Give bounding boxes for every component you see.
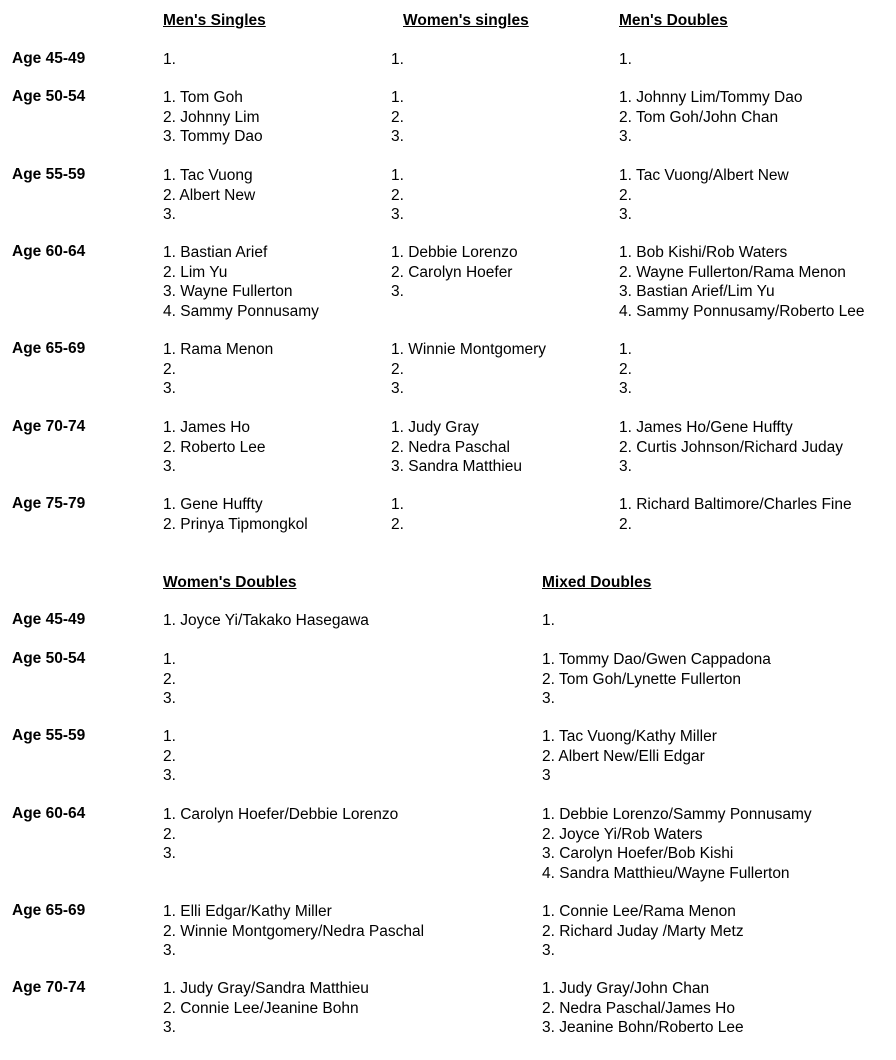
placement-entry: 2. Johnny Lim	[163, 108, 260, 126]
placement-entry: 2.	[391, 108, 404, 126]
placement-entry: 2. Tom Goh/John Chan	[619, 108, 779, 126]
placement-entry: 1. Judy Gray/John Chan	[542, 980, 710, 997]
column-header-men-s-singles: Men's Singles	[163, 12, 266, 29]
age-group-label: Age 60-64	[12, 805, 86, 822]
placement-list	[163, 50, 176, 70]
placement-list	[542, 650, 771, 709]
placement-entry: 1. Tac Vuong/Kathy Miller	[542, 728, 717, 745]
placement-entry: 3.	[163, 942, 176, 959]
placement-entry: 3.	[391, 128, 404, 145]
placement-entry: 1. Elli Edgar/Kathy Miller	[163, 903, 332, 920]
placement-entry: 1. Winnie Montgomery	[391, 341, 547, 358]
placement-list	[163, 727, 176, 786]
placement-entry: 3.	[542, 942, 555, 959]
placement-entry: 2.	[163, 747, 176, 765]
placement-entry: 4. Sammy Ponnusamy/Roberto Lee	[619, 302, 865, 320]
placement-entry: 1.	[163, 728, 176, 745]
placement-list	[163, 166, 255, 225]
placement-list	[163, 611, 369, 631]
placement-entry: 3.	[163, 845, 176, 862]
placement-list	[542, 979, 744, 1038]
placement-list	[619, 166, 789, 225]
placement-entry: 3.	[619, 206, 632, 223]
placement-entry: 3.	[619, 380, 632, 397]
placement-entry: 3. Jeanine Bohn/Roberto Lee	[542, 1019, 744, 1036]
placement-list	[542, 611, 555, 631]
age-group-label: Age 45-49	[12, 611, 86, 628]
placement-list	[619, 50, 632, 70]
placement-entry: 1. Carolyn Hoefer/Debbie Lorenzo	[163, 806, 399, 823]
placement-entry: 1.	[619, 51, 632, 68]
placement-entry: 2. Prinya Tipmongkol	[163, 515, 308, 533]
placement-entry: 1. James Ho	[163, 419, 251, 436]
placement-entry: 3. Wayne Fullerton	[163, 283, 293, 300]
placement-entry: 1.	[391, 167, 404, 184]
placement-entry: 1.	[619, 341, 632, 358]
placement-entry: 1. Bastian Arief	[163, 244, 268, 261]
age-group-label: Age 65-69	[12, 340, 86, 357]
placement-entry: 2.	[391, 360, 404, 378]
placement-entry: 1. Bob Kishi/Rob Waters	[619, 244, 788, 261]
placement-entry: 1.	[163, 51, 176, 68]
placement-list	[163, 340, 273, 399]
placement-entry: 2. Nedra Paschal	[391, 438, 510, 456]
placement-entry: 1. Tommy Dao/Gwen Cappadona	[542, 651, 771, 668]
placement-list	[619, 243, 865, 321]
column-header-men-s-doubles: Men's Doubles	[619, 12, 728, 29]
placement-entry: 2.	[391, 515, 404, 533]
column-header-women-s-doubles: Women's Doubles	[163, 574, 297, 591]
placement-entry: 3. Bastian Arief/Lim Yu	[619, 283, 775, 300]
placement-list	[163, 418, 266, 477]
placement-entry: 1.	[391, 89, 404, 106]
placement-entry: 2. Curtis Johnson/Richard Juday	[619, 438, 844, 456]
placement-entry: 2. Roberto Lee	[163, 438, 266, 456]
placement-entry: 2. Wayne Fullerton/Rama Menon	[619, 263, 846, 281]
age-group-label: Age 60-64	[12, 243, 86, 260]
placement-entry: 3.	[163, 458, 176, 475]
placement-list	[619, 88, 803, 147]
placement-entry: 3. Tommy Dao	[163, 128, 263, 145]
placement-entry: 1. Johnny Lim/Tommy Dao	[619, 89, 803, 106]
placement-entry: 3.	[391, 380, 404, 397]
column-header-women-s-singles: Women's singles	[403, 12, 529, 29]
placement-list	[163, 495, 308, 534]
age-group-label: Age 50-54	[12, 88, 86, 105]
placement-entry: 1. James Ho/Gene Huffty	[619, 419, 793, 436]
placement-list	[619, 495, 852, 534]
placement-list	[619, 340, 632, 399]
age-group-label: Age 70-74	[12, 979, 86, 996]
placement-entry: 3. Sandra Matthieu	[391, 458, 522, 475]
placement-entry: 1. Judy Gray	[391, 419, 479, 436]
placement-list	[391, 495, 404, 534]
placement-entry: 1.	[391, 51, 404, 68]
age-group-label: Age 65-69	[12, 902, 86, 919]
placement-entry: 2. Albert New	[163, 186, 256, 204]
placement-entry: 3.	[163, 1019, 176, 1036]
placement-entry: 2.	[619, 360, 632, 378]
placement-list	[391, 166, 404, 225]
placement-entry: 1. Rama Menon	[163, 341, 274, 358]
placement-entry: 1. Richard Baltimore/Charles Fine	[619, 496, 852, 513]
placement-entry: 3.	[391, 206, 404, 223]
placement-list	[391, 418, 522, 477]
age-group-label: Age 55-59	[12, 166, 86, 183]
placement-list	[391, 340, 546, 399]
placement-entry: 2.	[163, 670, 176, 688]
age-group-label: Age 70-74	[12, 418, 86, 435]
placement-list	[542, 902, 744, 961]
placement-entry: 3. Carolyn Hoefer/Bob Kishi	[542, 845, 734, 862]
placement-entry: 3.	[163, 690, 176, 707]
placement-entry: 2. Connie Lee/Jeanine Bohn	[163, 999, 359, 1017]
placement-list	[391, 88, 404, 147]
placement-entry: 2. Richard Juday /Marty Metz	[542, 922, 744, 940]
age-group-label: Age 55-59	[12, 727, 86, 744]
placement-entry: 3.	[391, 283, 404, 300]
placement-list	[619, 418, 843, 477]
placement-entry: 2. Lim Yu	[163, 263, 228, 281]
placement-entry: 3.	[163, 380, 176, 397]
placement-entry: 2.	[391, 186, 404, 204]
placement-list	[163, 650, 176, 709]
placement-entry: 1. Debbie Lorenzo/Sammy Ponnusamy	[542, 806, 812, 823]
placement-entry: 3.	[163, 206, 176, 223]
placement-entry: 2. Winnie Montgomery/Nedra Paschal	[163, 922, 425, 940]
placement-list	[391, 243, 518, 302]
placement-entry: 1. Tac Vuong	[163, 167, 253, 184]
placement-entry: 2.	[619, 515, 632, 533]
placement-list	[542, 727, 717, 786]
placement-entry: 3.	[619, 458, 632, 475]
placement-entry: 3.	[163, 767, 176, 784]
placement-entry: 1.	[391, 496, 404, 513]
placement-entry: 1. Debbie Lorenzo	[391, 244, 518, 261]
placement-list	[163, 88, 263, 147]
placement-entry: 3.	[619, 128, 632, 145]
placement-entry: 1.	[163, 651, 176, 668]
placement-entry: 1. Joyce Yi/Takako Hasegawa	[163, 612, 369, 629]
placement-list	[163, 805, 398, 864]
placement-entry: 1. Judy Gray/Sandra Matthieu	[163, 980, 369, 997]
placement-list	[163, 243, 319, 321]
placement-entry: 1. Tac Vuong/Albert New	[619, 167, 789, 184]
placement-entry: 2.	[163, 360, 176, 378]
column-header-mixed-doubles: Mixed Doubles	[542, 574, 652, 591]
placement-entry: 4. Sandra Matthieu/Wayne Fullerton	[542, 864, 790, 882]
placement-list	[542, 805, 812, 883]
placement-list	[163, 902, 424, 961]
placement-entry: 3	[542, 767, 551, 784]
placement-entry: 2.	[163, 825, 176, 843]
placement-entry: 1. Tom Goh	[163, 89, 243, 106]
placement-entry: 2.	[619, 186, 632, 204]
placement-list	[163, 979, 369, 1038]
placement-entry: 2. Nedra Paschal/James Ho	[542, 999, 735, 1017]
placement-entry: 2. Carolyn Hoefer	[391, 263, 513, 281]
placement-entry: 2. Albert New/Elli Edgar	[542, 747, 705, 765]
placement-entry: 1.	[542, 612, 555, 629]
placement-list	[391, 50, 404, 70]
age-group-label: Age 50-54	[12, 650, 86, 667]
placement-entry: 4. Sammy Ponnusamy	[163, 302, 319, 320]
placement-entry: 2. Joyce Yi/Rob Waters	[542, 825, 703, 843]
age-group-label: Age 45-49	[12, 50, 86, 67]
placement-entry: 1. Connie Lee/Rama Menon	[542, 903, 736, 920]
placement-entry: 1. Gene Huffty	[163, 496, 263, 513]
placement-entry: 2. Tom Goh/Lynette Fullerton	[542, 670, 742, 688]
age-group-label: Age 75-79	[12, 495, 86, 512]
placement-entry: 3.	[542, 690, 555, 707]
